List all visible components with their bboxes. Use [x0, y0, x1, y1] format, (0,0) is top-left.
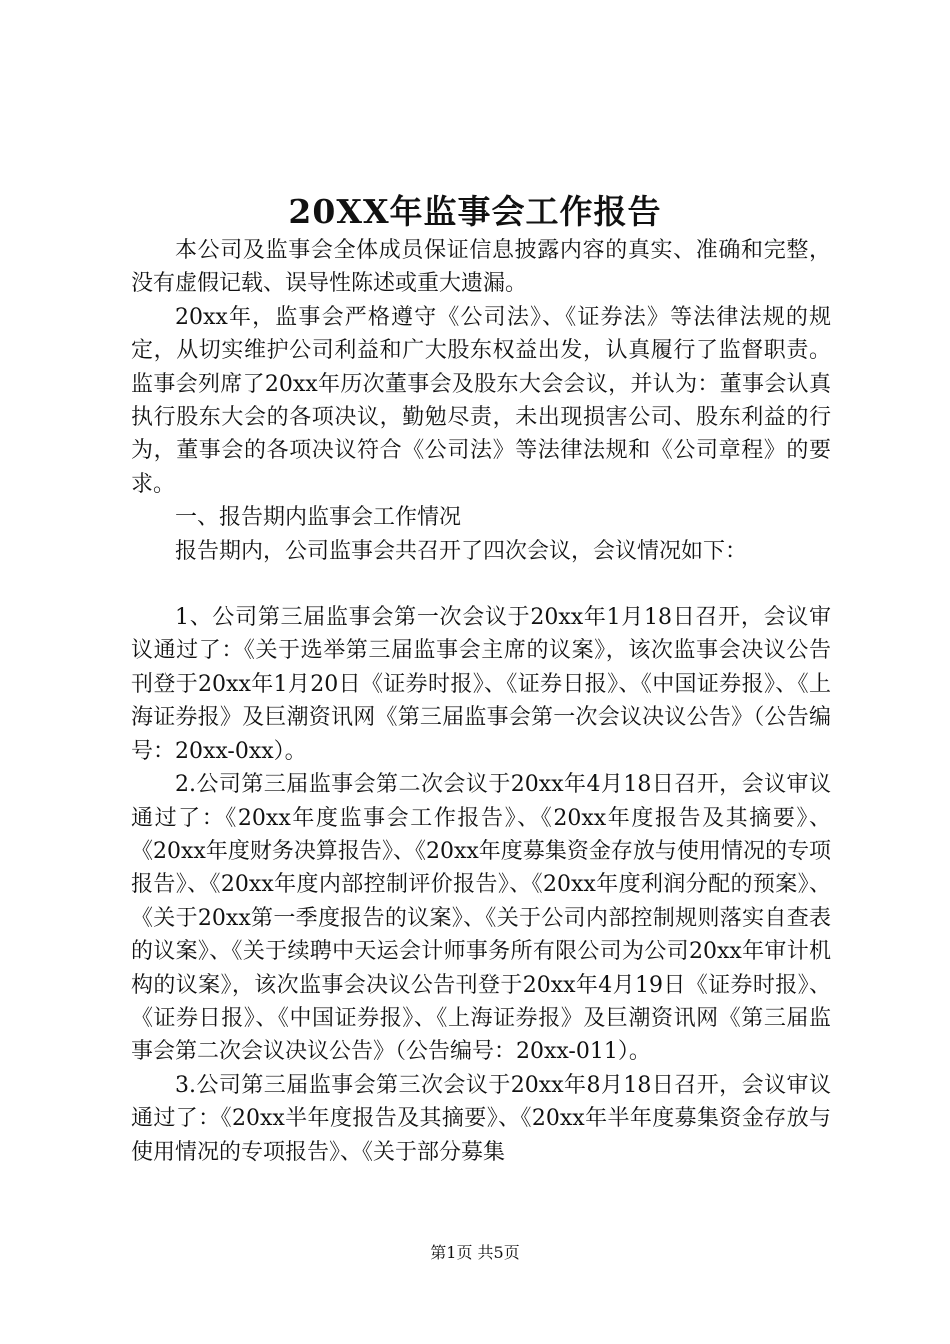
document-body: [131, 234, 831, 1169]
document-title: 20XX年监事会工作报告: [288, 192, 662, 231]
blank-line: [131, 568, 831, 601]
page-footer: 第1页 共5页: [430, 1243, 520, 1262]
paragraph-meeting-1: 1、公司第三届监事会第一次会议于20xx年1月18日召开，会议审议通过了：《关于选举第三届监事会主席的议案》，该次监事会决议公告刊登于20xx年1月20日《证券时报》、《证券日报》、《中国证券报》、《上海证券报》及巨潮资讯网《第三届监事会第一次会议决议公告》（公告编号：20xx-0xx）。: [131, 605, 831, 764]
paragraph-meeting-2: 2.公司第三届监事会第二次会议于20xx年4月18日召开，会议审议通过了：《20xx年度监事会工作报告》、《20xx年度报告及其摘要》、《20xx年度财务决算报告》、《20xx年度募集资金存放与使用情况的专项报告》、《20xx年度内部控制评价报告》、《20xx年度利润分配的预案》、《关于20xx第一季度报告的议案》、《关于公司内部控制规则落实自查表的议案》、《关于续聘中天运会计师事务所有限公司为公司20xx年审计机构的议案》，该次监事会决议公告刊登于20xx年4月19日《证券时报》、《证券日报》、《中国证券报》、《上海证券报》及巨潮资讯网《第三届监事会第二次会议决议公告》（公告编号：20xx-011）。: [131, 772, 831, 1065]
paragraph-meeting-3: 3.公司第三届监事会第三次会议于20xx年8月18日召开，会议审议通过了：《20xx半年度报告及其摘要》、《20xx年半年度募集资金存放与使用情况的专项报告》、《关于部分募集: [131, 1072, 831, 1165]
paragraph-disclaimer: 本公司及监事会全体成员保证信息披露内容的真实、准确和完整，没有虚假记载、误导性陈述或重大遗漏。: [131, 238, 831, 297]
paragraph-overview: 20xx年，监事会严格遵守《公司法》、《证券法》等法律法规的规定，从切实维护公司利益和广大股东权益出发，认真履行了监督职责。监事会列席了20xx年历次董事会及股东大会会议，并认为：董事会认真执行股东大会的各项决议，勤勉尽责，未出现损害公司、股东利益的行为，董事会的各项决议符合《公司法》等法律法规和《公司章程》的要求。: [131, 304, 831, 497]
section-heading: 一、报告期内监事会工作情况: [175, 505, 462, 531]
paragraph-meetings-intro: 报告期内，公司监事会共召开了四次会议，会议情况如下：: [175, 538, 748, 564]
